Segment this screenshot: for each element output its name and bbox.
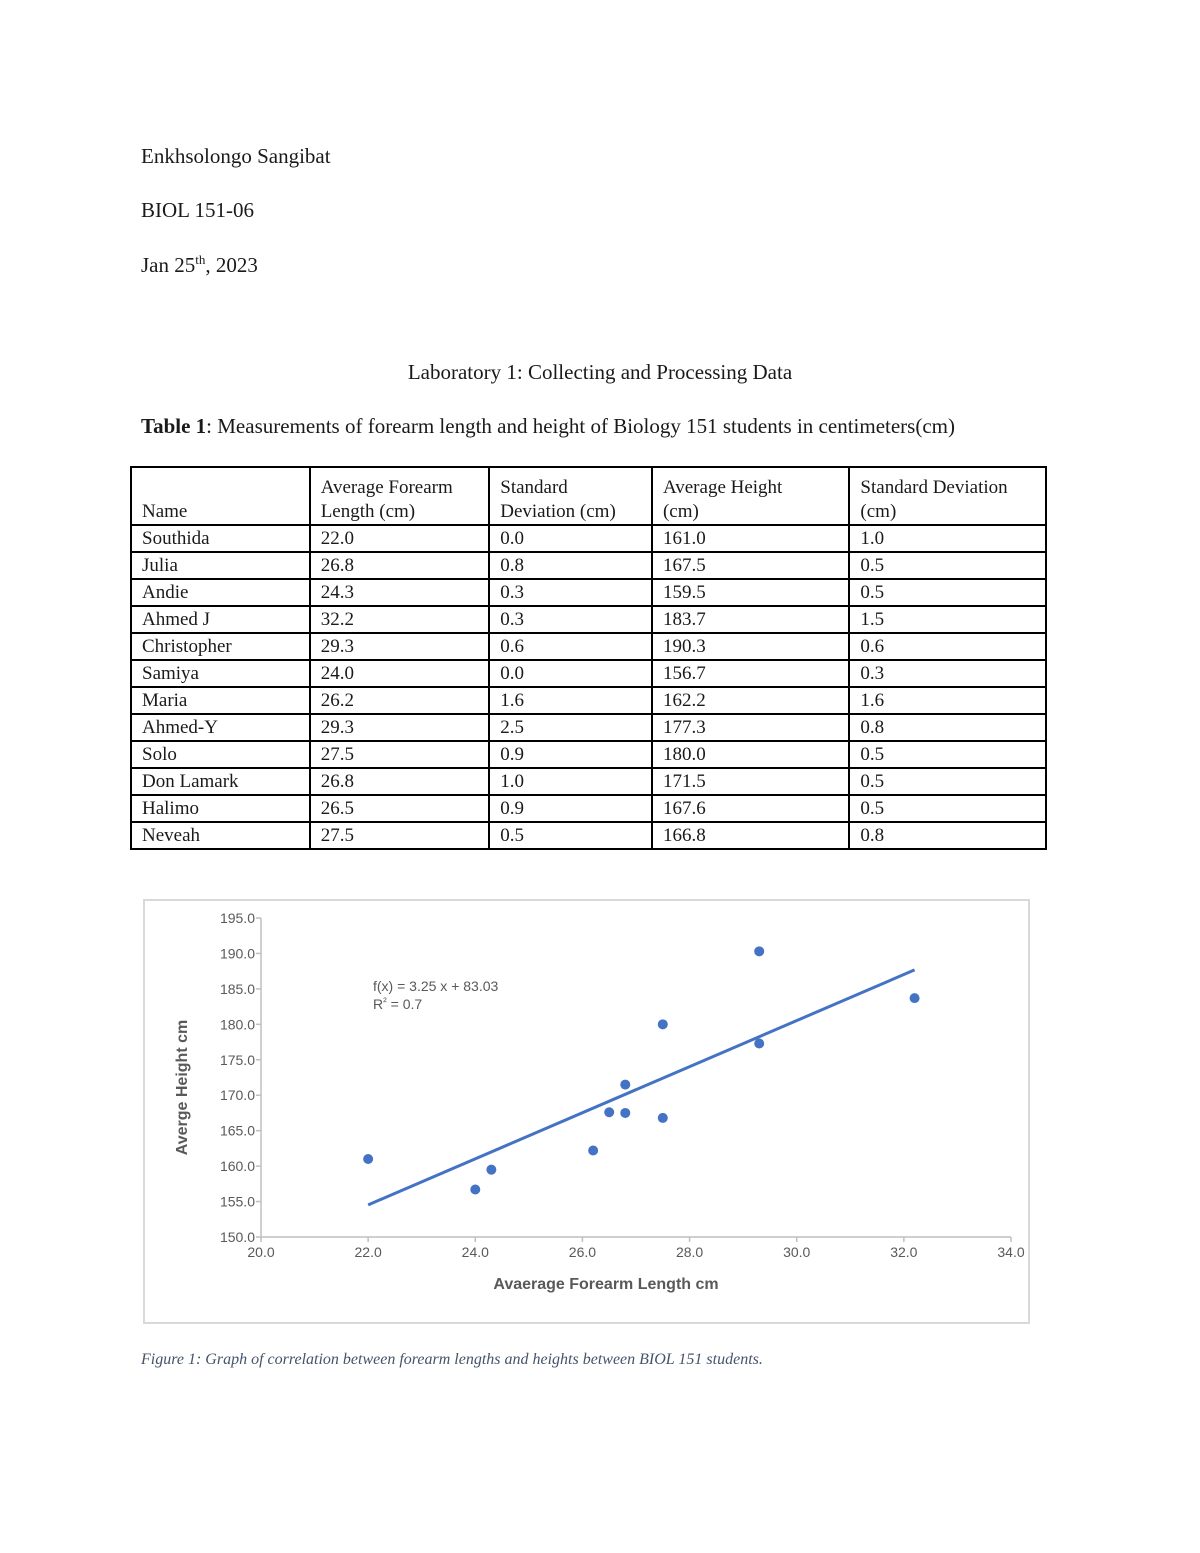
cell-value: 0.6 xyxy=(849,633,1046,660)
cell-value: 0.5 xyxy=(849,579,1046,606)
date xyxy=(141,252,258,278)
table-row xyxy=(131,741,1046,768)
lab-title: Laboratory 1: Collecting and Processing Data xyxy=(407,360,793,384)
cell-name: Julia xyxy=(131,552,310,579)
cell-value: 180.0 xyxy=(652,741,849,768)
y-tick-label: 170.0 xyxy=(219,1087,255,1104)
y-tick-label: 150.0 xyxy=(219,1229,255,1245)
cell-name: Andie xyxy=(131,579,310,606)
r-squared-sup: ² xyxy=(383,996,387,1008)
table-row xyxy=(131,768,1046,795)
data-point xyxy=(754,1038,764,1048)
table-row xyxy=(131,714,1046,741)
cell-value: 0.5 xyxy=(849,795,1046,822)
table-row xyxy=(131,795,1046,822)
cell-value: 161.0 xyxy=(652,525,849,552)
x-tick-label: 22.0 xyxy=(354,1244,382,1260)
cell-value: 0.5 xyxy=(849,768,1046,795)
x-tick-label: 24.0 xyxy=(461,1244,489,1260)
date-prefix: Jan 25 xyxy=(141,253,196,277)
y-tick-label: 160.0 xyxy=(219,1158,255,1175)
cell-value: 0.0 xyxy=(489,525,652,552)
y-tick-label: 165.0 xyxy=(219,1122,255,1139)
y-tick-label: 195.0 xyxy=(219,910,255,926)
scatter-chart xyxy=(145,901,1028,1322)
cell-value: 0.8 xyxy=(849,714,1046,741)
table-header-row xyxy=(131,467,1046,525)
data-point xyxy=(363,1154,373,1164)
x-tick-label: 20.0 xyxy=(247,1244,275,1260)
table-row xyxy=(131,633,1046,660)
cell-value: 1.0 xyxy=(849,525,1046,552)
column-header: Standard Deviation (cm) xyxy=(849,467,1046,525)
cell-value: 0.0 xyxy=(489,660,652,687)
cell-name: Maria xyxy=(131,687,310,714)
cell-value: 0.5 xyxy=(849,741,1046,768)
column-header: Name xyxy=(131,467,310,525)
cell-value: 22.0 xyxy=(310,525,490,552)
cell-value: 183.7 xyxy=(652,606,849,633)
y-tick-label: 190.0 xyxy=(219,945,255,962)
measurements-table xyxy=(130,466,1047,850)
r-squared-suffix: = 0.7 xyxy=(386,996,423,1012)
table-row xyxy=(131,822,1046,849)
author-name: Enkhsolongo Sangibat xyxy=(141,144,331,168)
data-point xyxy=(658,1019,668,1029)
x-tick-label: 28.0 xyxy=(675,1244,704,1260)
y-tick-label: 180.0 xyxy=(219,1016,255,1033)
cell-name: Ahmed-Y xyxy=(131,714,310,741)
cell-value: 1.6 xyxy=(489,687,652,714)
cell-value: 167.6 xyxy=(652,795,849,822)
table-caption-label: Table 1 xyxy=(141,414,207,438)
x-axis-title: Avaerage Forearm Length cm xyxy=(493,1276,719,1293)
data-point xyxy=(620,1108,630,1118)
cell-value: 0.9 xyxy=(489,741,652,768)
cell-value: 0.6 xyxy=(489,633,652,660)
cell-value: 27.5 xyxy=(310,741,490,768)
cell-value: 162.2 xyxy=(652,687,849,714)
cell-value: 27.5 xyxy=(310,822,490,849)
cell-value: 177.3 xyxy=(652,714,849,741)
data-point xyxy=(620,1080,630,1090)
table-caption-text: : Measurements of forearm length and height of Biology 151 students in centimeters(cm) xyxy=(206,414,955,438)
cell-value: 156.7 xyxy=(652,660,849,687)
cell-value: 1.0 xyxy=(489,768,652,795)
cell-value: 190.3 xyxy=(652,633,849,660)
data-point xyxy=(910,993,920,1003)
cell-value: 0.3 xyxy=(489,606,652,633)
x-tick-label: 32.0 xyxy=(890,1244,918,1260)
cell-value: 0.8 xyxy=(849,822,1046,849)
cell-name: Neveah xyxy=(131,822,310,849)
table-row xyxy=(131,660,1046,687)
table-caption xyxy=(141,414,955,439)
column-header: Standard Deviation (cm) xyxy=(489,467,652,525)
cell-value: 1.6 xyxy=(849,687,1046,714)
cell-value: 26.8 xyxy=(310,552,490,579)
column-header: Average Height (cm) xyxy=(652,467,849,525)
cell-value: 32.2 xyxy=(310,606,490,633)
cell-name: Christopher xyxy=(131,633,310,660)
column-header: Average Forearm Length (cm) xyxy=(310,467,490,525)
cell-value: 167.5 xyxy=(652,552,849,579)
data-point xyxy=(470,1185,480,1195)
figure-caption: Figure 1: Graph of correlation between forearm lengths and heights between BIOL 151 students. xyxy=(141,1351,763,1368)
cell-value: 0.9 xyxy=(489,795,652,822)
x-tick-label: 30.0 xyxy=(783,1244,811,1260)
x-tick-label: 34.0 xyxy=(997,1244,1025,1260)
y-tick-label: 185.0 xyxy=(219,980,255,997)
cell-name: Don Lamark xyxy=(131,768,310,795)
cell-value: 26.2 xyxy=(310,687,490,714)
data-point xyxy=(588,1146,598,1156)
y-axis-title: Averge Height cm xyxy=(174,1019,191,1156)
x-tick-label: 26.0 xyxy=(568,1244,597,1260)
data-point xyxy=(486,1165,496,1175)
cell-value: 171.5 xyxy=(652,768,849,795)
trendline xyxy=(368,970,914,1205)
table-row xyxy=(131,552,1046,579)
data-point xyxy=(754,946,764,956)
table-row xyxy=(131,606,1046,633)
cell-name: Halimo xyxy=(131,795,310,822)
cell-value: 159.5 xyxy=(652,579,849,606)
cell-value: 29.3 xyxy=(310,633,490,660)
y-tick-label: 155.0 xyxy=(219,1193,255,1210)
data-point xyxy=(604,1107,614,1117)
cell-value: 26.5 xyxy=(310,795,490,822)
cell-name: Southida xyxy=(131,525,310,552)
cell-value: 24.0 xyxy=(310,660,490,687)
cell-value: 0.3 xyxy=(489,579,652,606)
table-row xyxy=(131,579,1046,606)
cell-value: 2.5 xyxy=(489,714,652,741)
cell-value: 1.5 xyxy=(849,606,1046,633)
cell-name: Samiya xyxy=(131,660,310,687)
data-point xyxy=(658,1113,668,1123)
cell-name: Solo xyxy=(131,741,310,768)
cell-value: 24.3 xyxy=(310,579,490,606)
cell-value: 0.5 xyxy=(489,822,652,849)
date-suffix: , 2023 xyxy=(205,253,258,277)
course-code: BIOL 151-06 xyxy=(141,198,254,222)
trendline-equation: f(x) = 3.25 x + 83.03 xyxy=(373,978,499,994)
r-squared-prefix: R xyxy=(373,996,384,1012)
cell-name: Ahmed J xyxy=(131,606,310,633)
date-sup: th xyxy=(195,252,206,267)
cell-value: 166.8 xyxy=(652,822,849,849)
y-tick-label: 175.0 xyxy=(219,1051,255,1068)
table-row xyxy=(131,687,1046,714)
cell-value: 26.8 xyxy=(310,768,490,795)
r-squared-label xyxy=(373,996,422,1012)
cell-value: 0.8 xyxy=(489,552,652,579)
cell-value: 0.3 xyxy=(849,660,1046,687)
cell-value: 29.3 xyxy=(310,714,490,741)
table-row xyxy=(131,525,1046,552)
chart-frame xyxy=(143,899,1030,1324)
cell-value: 0.5 xyxy=(849,552,1046,579)
